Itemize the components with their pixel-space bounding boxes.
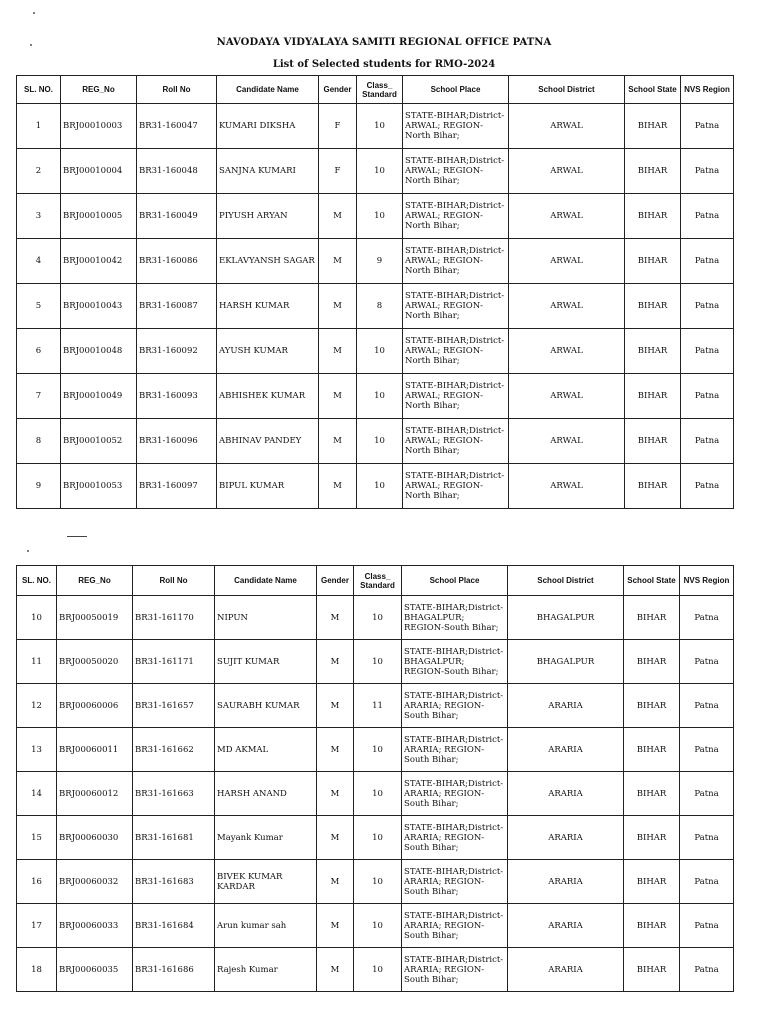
- table-row: [17, 772, 734, 816]
- cell-sl-no: 9: [17, 464, 61, 509]
- cell-class-standard: 10: [357, 194, 403, 239]
- cell-school-district: ARWAL: [509, 194, 625, 239]
- cell-sl-no: 17: [17, 904, 57, 948]
- cell-reg-no: BRJ00010005: [61, 194, 137, 239]
- cell-school-state: BIHAR: [624, 640, 680, 684]
- cell-roll-no: BR31-161686: [133, 948, 215, 992]
- col-header-candidate-name: Candidate Name: [215, 566, 317, 596]
- table-row: [17, 239, 734, 284]
- cell-nvs-region: Patna: [680, 596, 734, 640]
- cell-class-standard: 10: [357, 329, 403, 374]
- cell-gender: M: [319, 329, 357, 374]
- table-row: [17, 104, 734, 149]
- cell-school-place: STATE-BIHAR;District-ARWAL; REGION-North Bihar;: [403, 194, 509, 239]
- cell-school-state: BIHAR: [624, 904, 680, 948]
- selected-students-table-1: [16, 75, 734, 509]
- cell-candidate-name: SUJIT KUMAR: [215, 640, 317, 684]
- col-header-school-place: School Place: [403, 76, 509, 104]
- cell-nvs-region: Patna: [681, 149, 734, 194]
- cell-school-place: STATE-BIHAR;District-ARARIA; REGION-South Bihar;: [402, 948, 508, 992]
- table-row: [17, 464, 734, 509]
- cell-sl-no: 15: [17, 816, 57, 860]
- cell-candidate-name: PIYUSH ARYAN: [217, 194, 319, 239]
- cell-reg-no: BRJ00050019: [57, 596, 133, 640]
- cell-nvs-region: Patna: [681, 329, 734, 374]
- cell-school-place: STATE-BIHAR;District-ARARIA; REGION-South Bihar;: [402, 860, 508, 904]
- cell-school-place: STATE-BIHAR;District-ARWAL; REGION-North Bihar;: [403, 464, 509, 509]
- cell-school-district: ARARIA: [508, 772, 624, 816]
- cell-gender: M: [317, 948, 354, 992]
- cell-gender: M: [319, 194, 357, 239]
- col-header-class-standard: Class_ Standard: [357, 76, 403, 104]
- table-row: [17, 948, 734, 992]
- table-row: [17, 904, 734, 948]
- cell-gender: M: [319, 374, 357, 419]
- cell-roll-no: BR31-160086: [137, 239, 217, 284]
- cell-reg-no: BRJ00060035: [57, 948, 133, 992]
- col-header-sl-no: SL. NO.: [17, 76, 61, 104]
- cell-candidate-name: AYUSH KUMAR: [217, 329, 319, 374]
- cell-class-standard: 10: [357, 104, 403, 149]
- cell-class-standard: 10: [354, 904, 402, 948]
- cell-roll-no: BR31-161683: [133, 860, 215, 904]
- cell-gender: M: [319, 284, 357, 329]
- cell-school-state: BIHAR: [624, 596, 680, 640]
- cell-gender: M: [319, 419, 357, 464]
- cell-roll-no: BR31-160096: [137, 419, 217, 464]
- cell-reg-no: BRJ00010053: [61, 464, 137, 509]
- col-header-roll-no: Roll No: [137, 76, 217, 104]
- cell-candidate-name: SAURABH KUMAR: [215, 684, 317, 728]
- cell-reg-no: BRJ00010052: [61, 419, 137, 464]
- cell-school-state: BIHAR: [625, 329, 681, 374]
- cell-nvs-region: Patna: [681, 104, 734, 149]
- cell-school-state: BIHAR: [624, 728, 680, 772]
- cell-candidate-name: BIPUL KUMAR: [217, 464, 319, 509]
- cell-reg-no: BRJ00060012: [57, 772, 133, 816]
- cell-gender: M: [317, 728, 354, 772]
- col-header-school-district: School District: [508, 566, 624, 596]
- cell-nvs-region: Patna: [681, 374, 734, 419]
- col-header-candidate-name: Candidate Name: [217, 76, 319, 104]
- col-header-gender: Gender: [319, 76, 357, 104]
- cell-roll-no: BR31-161684: [133, 904, 215, 948]
- col-header-school-state: School State: [625, 76, 681, 104]
- cell-sl-no: 13: [17, 728, 57, 772]
- cell-sl-no: 14: [17, 772, 57, 816]
- cell-nvs-region: Patna: [681, 464, 734, 509]
- cell-class-standard: 10: [354, 860, 402, 904]
- cell-class-standard: 10: [354, 640, 402, 684]
- cell-class-standard: 10: [354, 772, 402, 816]
- cell-school-place: STATE-BIHAR;District-ARARIA; REGION-South Bihar;: [402, 728, 508, 772]
- cell-candidate-name: MD AKMAL: [215, 728, 317, 772]
- cell-reg-no: BRJ00060030: [57, 816, 133, 860]
- col-header-reg-no: REG_No: [57, 566, 133, 596]
- cell-school-district: ARARIA: [508, 948, 624, 992]
- cell-sl-no: 18: [17, 948, 57, 992]
- table-row: [17, 596, 734, 640]
- cell-class-standard: 10: [354, 728, 402, 772]
- col-header-nvs-region: NVS Region: [680, 566, 734, 596]
- table-row: [17, 149, 734, 194]
- cell-gender: F: [319, 149, 357, 194]
- cell-roll-no: BR31-161170: [133, 596, 215, 640]
- cell-school-district: ARWAL: [509, 284, 625, 329]
- cell-school-state: BIHAR: [624, 772, 680, 816]
- cell-class-standard: 10: [354, 596, 402, 640]
- cell-reg-no: BRJ00010004: [61, 149, 137, 194]
- cell-reg-no: BRJ00060006: [57, 684, 133, 728]
- cell-school-place: STATE-BIHAR;District-ARWAL; REGION-North Bihar;: [403, 239, 509, 284]
- document-title: NAVODAYA VIDYALAYA SAMITI REGIONAL OFFICE PATNA: [216, 37, 552, 48]
- cell-school-place: STATE-BIHAR;District-ARWAL; REGION-North Bihar;: [403, 374, 509, 419]
- cell-roll-no: BR31-161657: [133, 684, 215, 728]
- cell-sl-no: 16: [17, 860, 57, 904]
- cell-candidate-name: Arun kumar sah: [215, 904, 317, 948]
- cell-school-place: STATE-BIHAR;District-ARARIA; REGION-South Bihar;: [402, 816, 508, 860]
- cell-school-state: BIHAR: [624, 684, 680, 728]
- cell-gender: M: [317, 772, 354, 816]
- selected-students-table-2: [16, 565, 734, 992]
- cell-sl-no: 11: [17, 640, 57, 684]
- cell-nvs-region: Patna: [680, 816, 734, 860]
- cell-gender: M: [317, 596, 354, 640]
- cell-school-place: STATE-BIHAR;District-BHAGALPUR; REGION-South Bihar;: [402, 596, 508, 640]
- cell-school-district: ARWAL: [509, 239, 625, 284]
- col-header-sl-no: SL. NO.: [17, 566, 57, 596]
- cell-nvs-region: Patna: [681, 194, 734, 239]
- cell-school-place: STATE-BIHAR;District-ARARIA; REGION-South Bihar;: [402, 684, 508, 728]
- cell-nvs-region: Patna: [681, 284, 734, 329]
- cell-roll-no: BR31-160047: [137, 104, 217, 149]
- cell-school-district: ARWAL: [509, 149, 625, 194]
- col-header-gender: Gender: [317, 566, 354, 596]
- cell-gender: F: [319, 104, 357, 149]
- cell-nvs-region: Patna: [680, 728, 734, 772]
- cell-roll-no: BR31-160048: [137, 149, 217, 194]
- cell-roll-no: BR31-160092: [137, 329, 217, 374]
- col-header-roll-no: Roll No: [133, 566, 215, 596]
- cell-school-district: ARARIA: [508, 816, 624, 860]
- table-header-row: [17, 76, 734, 104]
- scan-speck: [33, 12, 35, 14]
- cell-gender: M: [317, 640, 354, 684]
- cell-school-state: BIHAR: [624, 816, 680, 860]
- cell-candidate-name: KUMARI DIKSHA: [217, 104, 319, 149]
- table-row: [17, 194, 734, 239]
- col-header-reg-no: REG_No: [61, 76, 137, 104]
- cell-school-state: BIHAR: [625, 194, 681, 239]
- cell-sl-no: 7: [17, 374, 61, 419]
- table-row: [17, 640, 734, 684]
- cell-candidate-name: HARSH KUMAR: [217, 284, 319, 329]
- cell-nvs-region: Patna: [680, 948, 734, 992]
- cell-class-standard: 11: [354, 684, 402, 728]
- cell-school-state: BIHAR: [625, 374, 681, 419]
- cell-candidate-name: BIVEK KUMAR KARDAR: [215, 860, 317, 904]
- cell-reg-no: BRJ00010049: [61, 374, 137, 419]
- cell-reg-no: BRJ00060033: [57, 904, 133, 948]
- cell-school-district: ARARIA: [508, 728, 624, 772]
- cell-nvs-region: Patna: [681, 419, 734, 464]
- cell-class-standard: 10: [357, 464, 403, 509]
- cell-gender: M: [317, 860, 354, 904]
- cell-school-place: STATE-BIHAR;District-ARARIA; REGION-South Bihar;: [402, 772, 508, 816]
- cell-sl-no: 12: [17, 684, 57, 728]
- cell-sl-no: 10: [17, 596, 57, 640]
- cell-roll-no: BR31-160097: [137, 464, 217, 509]
- cell-school-place: STATE-BIHAR;District-ARWAL; REGION-North Bihar;: [403, 149, 509, 194]
- cell-sl-no: 6: [17, 329, 61, 374]
- col-header-class-standard: Class_ Standard: [354, 566, 402, 596]
- table-row: [17, 329, 734, 374]
- cell-reg-no: BRJ00010048: [61, 329, 137, 374]
- table-row: [17, 816, 734, 860]
- cell-school-place: STATE-BIHAR;District-ARWAL; REGION-North Bihar;: [403, 104, 509, 149]
- table-header-row: [17, 566, 734, 596]
- cell-candidate-name: Rajesh Kumar: [215, 948, 317, 992]
- cell-school-place: STATE-BIHAR;District-ARARIA; REGION-South Bihar;: [402, 904, 508, 948]
- cell-school-district: ARWAL: [509, 104, 625, 149]
- cell-sl-no: 8: [17, 419, 61, 464]
- table-row: [17, 374, 734, 419]
- cell-reg-no: BRJ00050020: [57, 640, 133, 684]
- cell-school-state: BIHAR: [624, 860, 680, 904]
- cell-gender: M: [317, 684, 354, 728]
- cell-roll-no: BR31-161171: [133, 640, 215, 684]
- cell-gender: M: [317, 904, 354, 948]
- col-header-school-district: School District: [509, 76, 625, 104]
- cell-school-state: BIHAR: [625, 104, 681, 149]
- cell-school-district: ARARIA: [508, 684, 624, 728]
- cell-reg-no: BRJ00010003: [61, 104, 137, 149]
- table-row: [17, 684, 734, 728]
- cell-roll-no: BR31-160049: [137, 194, 217, 239]
- cell-sl-no: 2: [17, 149, 61, 194]
- cell-candidate-name: NIPUN: [215, 596, 317, 640]
- cell-school-state: BIHAR: [624, 948, 680, 992]
- cell-school-district: ARARIA: [508, 860, 624, 904]
- scan-mark: [67, 536, 87, 537]
- col-header-school-state: School State: [624, 566, 680, 596]
- cell-school-district: ARWAL: [509, 374, 625, 419]
- cell-nvs-region: Patna: [681, 239, 734, 284]
- cell-sl-no: 5: [17, 284, 61, 329]
- cell-roll-no: BR31-160087: [137, 284, 217, 329]
- cell-sl-no: 1: [17, 104, 61, 149]
- cell-nvs-region: Patna: [680, 904, 734, 948]
- table-row: [17, 860, 734, 904]
- col-header-nvs-region: NVS Region: [681, 76, 734, 104]
- cell-school-state: BIHAR: [625, 419, 681, 464]
- cell-school-state: BIHAR: [625, 464, 681, 509]
- cell-nvs-region: Patna: [680, 684, 734, 728]
- cell-school-state: BIHAR: [625, 239, 681, 284]
- cell-class-standard: 10: [357, 149, 403, 194]
- cell-school-district: ARWAL: [509, 464, 625, 509]
- cell-reg-no: BRJ00010043: [61, 284, 137, 329]
- cell-school-district: BHAGALPUR: [508, 640, 624, 684]
- cell-candidate-name: Mayank Kumar: [215, 816, 317, 860]
- cell-reg-no: BRJ00010042: [61, 239, 137, 284]
- cell-school-district: ARARIA: [508, 904, 624, 948]
- cell-class-standard: 10: [354, 948, 402, 992]
- cell-school-state: BIHAR: [625, 284, 681, 329]
- cell-sl-no: 4: [17, 239, 61, 284]
- cell-gender: M: [319, 239, 357, 284]
- cell-nvs-region: Patna: [680, 640, 734, 684]
- cell-roll-no: BR31-160093: [137, 374, 217, 419]
- cell-candidate-name: ABHISHEK KUMAR: [217, 374, 319, 419]
- cell-school-place: STATE-BIHAR;District-ARWAL; REGION-North Bihar;: [403, 284, 509, 329]
- cell-reg-no: BRJ00060011: [57, 728, 133, 772]
- col-header-school-place: School Place: [402, 566, 508, 596]
- cell-candidate-name: HARSH ANAND: [215, 772, 317, 816]
- cell-school-state: BIHAR: [625, 149, 681, 194]
- cell-school-district: ARWAL: [509, 329, 625, 374]
- document-subtitle: List of Selected students for RMO-2024: [272, 59, 496, 70]
- cell-school-district: BHAGALPUR: [508, 596, 624, 640]
- cell-class-standard: 9: [357, 239, 403, 284]
- table-row: [17, 284, 734, 329]
- cell-gender: M: [319, 464, 357, 509]
- cell-reg-no: BRJ00060032: [57, 860, 133, 904]
- cell-candidate-name: SANJNA KUMARI: [217, 149, 319, 194]
- table-row: [17, 728, 734, 772]
- cell-roll-no: BR31-161681: [133, 816, 215, 860]
- table-row: [17, 419, 734, 464]
- cell-roll-no: BR31-161663: [133, 772, 215, 816]
- cell-class-standard: 8: [357, 284, 403, 329]
- cell-school-place: STATE-BIHAR;District-ARWAL; REGION-North Bihar;: [403, 419, 509, 464]
- cell-class-standard: 10: [357, 374, 403, 419]
- cell-sl-no: 3: [17, 194, 61, 239]
- cell-nvs-region: Patna: [680, 860, 734, 904]
- scan-speck: [27, 550, 29, 552]
- cell-school-district: ARWAL: [509, 419, 625, 464]
- cell-class-standard: 10: [354, 816, 402, 860]
- cell-gender: M: [317, 816, 354, 860]
- cell-nvs-region: Patna: [680, 772, 734, 816]
- cell-candidate-name: EKLAVYANSH SAGAR: [217, 239, 319, 284]
- cell-roll-no: BR31-161662: [133, 728, 215, 772]
- cell-school-place: STATE-BIHAR;District-BHAGALPUR; REGION-South Bihar;: [402, 640, 508, 684]
- cell-class-standard: 10: [357, 419, 403, 464]
- cell-candidate-name: ABHINAV PANDEY: [217, 419, 319, 464]
- cell-school-place: STATE-BIHAR;District-ARWAL; REGION-North Bihar;: [403, 329, 509, 374]
